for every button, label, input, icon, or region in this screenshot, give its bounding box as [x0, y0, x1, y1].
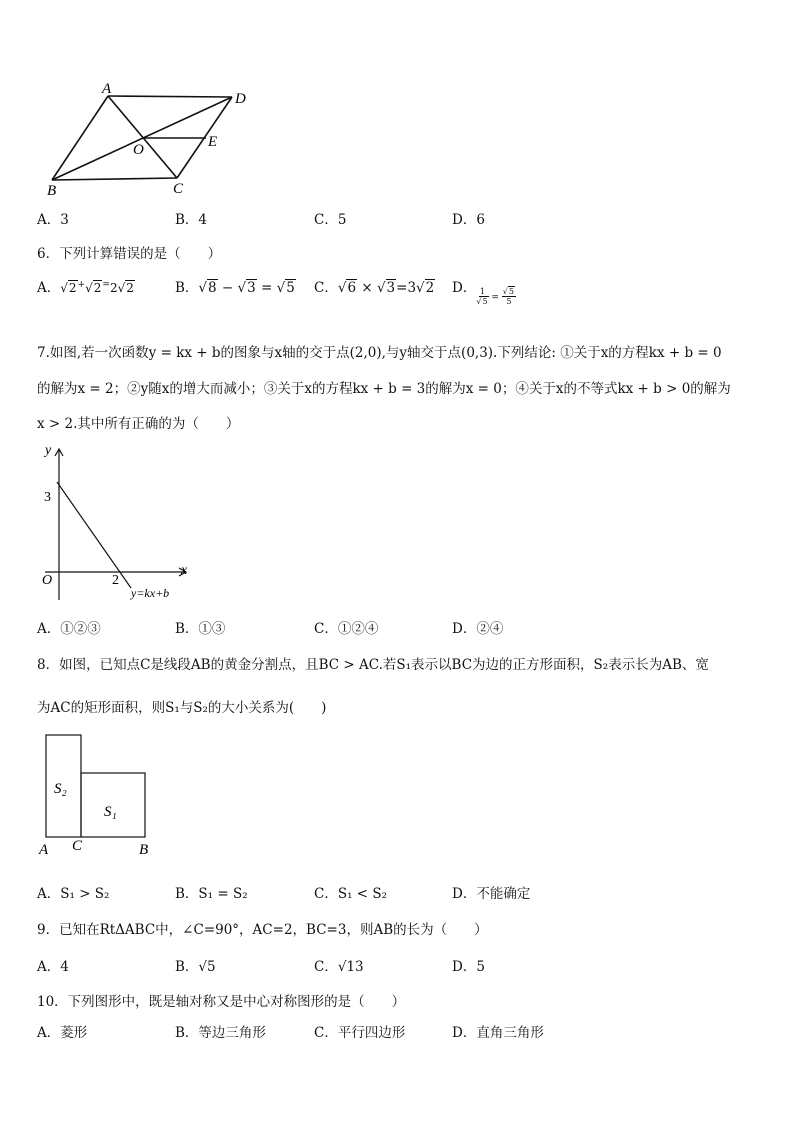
- q10-option-a[interactable]: A．菱形: [37, 1025, 88, 1041]
- label-S1: S₁: [104, 804, 117, 820]
- q6-option-b-expr: √8 − √3 = √5: [198, 280, 295, 296]
- label-S2: S₂: [54, 781, 67, 797]
- label-C: C: [72, 838, 83, 854]
- q5-option-b[interactable]: B．4: [175, 212, 208, 228]
- q7-option-a[interactable]: A．①②③: [37, 621, 101, 637]
- linear-function-graph: [35, 440, 200, 610]
- tick-label-3: 3: [44, 490, 51, 505]
- axis-label-y: y: [45, 443, 52, 458]
- q6-option-b[interactable]: [175, 276, 296, 296]
- q7-option-b[interactable]: B．①③: [175, 621, 226, 637]
- parallelogram-figure: [40, 80, 270, 200]
- q10-option-c[interactable]: C．平行四边形: [314, 1025, 406, 1041]
- q9-option-b-expr: √5: [198, 959, 216, 975]
- q7-text-line2: 的解为x = 2；②y随x的增大而减小；③关于x的方程kx + b = 3的解为x = 0；④关于x的不等式kx + b > 0的解为: [37, 381, 731, 397]
- golden-section-figure: [35, 728, 165, 863]
- q6-option-d-label: D．: [452, 280, 477, 296]
- label-C: C: [173, 181, 184, 197]
- label-E: E: [208, 134, 218, 150]
- q6-option-d[interactable]: [452, 276, 516, 306]
- axis-label-x: x: [181, 563, 188, 578]
- q6-option-b-label: B．: [175, 280, 199, 296]
- q9-option-a[interactable]: A．4: [37, 959, 69, 975]
- q9-option-d[interactable]: D．5: [452, 959, 485, 975]
- origin-label: O: [42, 573, 53, 588]
- q9-option-b-label: B．: [175, 959, 199, 975]
- q8-text-line1: 8．如图，已知点C是线段AB的黄金分割点，且BC > AC.若S₁表示以BC为边的正方形面积，S₂表示长为AB、宽: [37, 657, 709, 673]
- q6-option-a-label: A．: [37, 280, 61, 296]
- q10-stem: 10．下列图形中，既是轴对称又是中心对称图形的是（ ）: [37, 994, 406, 1010]
- label-A: A: [39, 842, 49, 858]
- label-A: A: [102, 81, 112, 97]
- q10-option-d[interactable]: D．直角三角形: [452, 1025, 544, 1041]
- q7-text-line1: 7.如图,若一次函数y = kx + b的图象与x轴的交于点(2,0),与y轴交于点(0,3).下列结论: ①关于x的方程kx + b = 0: [37, 345, 722, 361]
- q8-option-c[interactable]: C．S₁ < S₂: [314, 886, 388, 902]
- q9-option-c[interactable]: [314, 955, 364, 975]
- q9-option-c-label: C．: [314, 959, 338, 975]
- q5-option-c[interactable]: C．5: [314, 212, 347, 228]
- q7-option-d[interactable]: D．②④: [452, 621, 504, 637]
- label-B: B: [139, 842, 149, 858]
- q7-text-line3: x > 2.其中所有正确的为（ ）: [37, 416, 240, 432]
- q6-option-d-expr: $\frac{1}{√5}$ = $\frac{√5}{5}$: [476, 287, 514, 306]
- q5-option-d[interactable]: D．6: [452, 212, 485, 228]
- label-B: B: [47, 183, 57, 199]
- q5-option-a[interactable]: A．3: [37, 212, 69, 228]
- q6-stem: 6．下列计算错误的是（ ）: [37, 246, 222, 262]
- label-D: D: [235, 91, 246, 107]
- q7-option-c[interactable]: C．①②④: [314, 621, 379, 637]
- label-O: O: [133, 142, 144, 158]
- q6-option-c-expr: √6 × √3=3√2: [337, 280, 435, 296]
- q6-option-a[interactable]: [37, 276, 135, 296]
- q8-option-b[interactable]: B．S₁ = S₂: [175, 886, 248, 902]
- q9-option-b[interactable]: [175, 955, 216, 975]
- q8-text-line2: 为AC的矩形面积，则S₁与S₂的大小关系为( ): [37, 700, 327, 716]
- tick-label-2: 2: [112, 573, 119, 588]
- q8-option-d[interactable]: D．不能确定: [452, 886, 531, 902]
- q9-option-c-expr: √13: [337, 959, 364, 975]
- line-label: y=kx+b: [131, 586, 170, 600]
- q6-option-a-expr: √2+√2=2√2: [60, 280, 134, 295]
- q10-option-b[interactable]: B．等边三角形: [175, 1025, 266, 1041]
- q9-stem: 9．已知在RtΔABC中，∠C=90°，AC=2，BC=3，则AB的长为（ ）: [37, 922, 488, 938]
- q6-option-c[interactable]: [314, 276, 435, 296]
- q6-option-c-label: C．: [314, 280, 338, 296]
- q8-option-a[interactable]: A．S₁ > S₂: [37, 886, 110, 902]
